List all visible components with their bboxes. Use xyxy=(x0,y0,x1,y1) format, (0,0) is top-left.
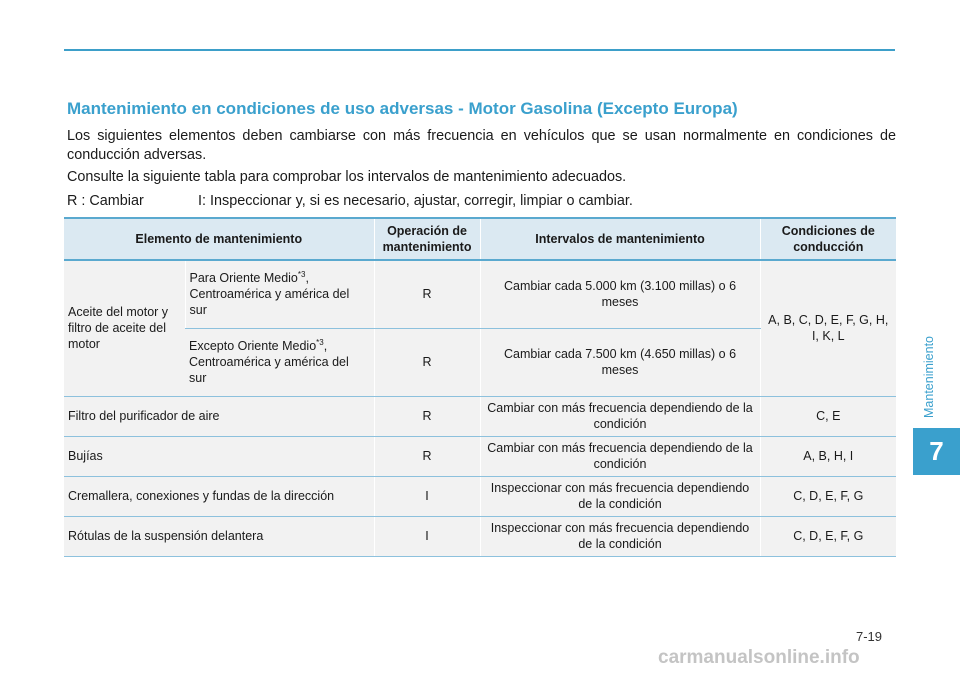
interval-cell: Cambiar con más frecuencia dependiendo de la condición xyxy=(480,396,760,436)
operation-legend xyxy=(67,192,896,211)
table-row xyxy=(64,436,896,476)
item-cell: Bujías xyxy=(64,436,374,476)
top-rule xyxy=(64,49,895,51)
intro-paragraph-1: Los siguientes elementos deben cambiarse con más frecuencia en vehículos que se usan normalmente en condiciones de conducción adversas. xyxy=(67,128,896,163)
section-title: Mantenimiento en condiciones de uso adversas - Motor Gasolina (Excepto Europa) xyxy=(67,99,738,118)
table-row xyxy=(64,516,896,556)
legend-inspect: I: Inspeccionar y, si es necesario, ajustar, corregir, limpiar o cambiar. xyxy=(198,193,633,209)
chapter-side-label: Mantenimiento xyxy=(922,336,936,418)
legend-replace: R : Cambiar xyxy=(67,193,144,209)
table-row xyxy=(64,476,896,516)
header-operation: Operación de mantenimiento xyxy=(374,218,480,260)
header-item: Elemento de mantenimiento xyxy=(64,218,374,260)
table-header-row xyxy=(64,218,896,260)
region-cell: Para Oriente Medio$^{*3}$, Centroamérica y américa del sur xyxy=(185,260,374,328)
intro-text xyxy=(67,127,896,211)
table-row xyxy=(64,396,896,436)
maintenance-table xyxy=(64,217,896,557)
conditions-cell: C, E xyxy=(760,396,896,436)
conditions-cell: C, D, E, F, G xyxy=(760,476,896,516)
interval-cell: Cambiar cada 5.000 km (3.100 millas) o 6 meses xyxy=(480,260,760,328)
operation-cell: R xyxy=(374,436,480,476)
operation-cell: R xyxy=(374,396,480,436)
interval-cell: Inspeccionar con más frecuencia dependiendo de la condición xyxy=(480,516,760,556)
item-cell: Cremallera, conexiones y fundas de la dirección xyxy=(64,476,374,516)
operation-cell: I xyxy=(374,516,480,556)
chapter-tab: 7 xyxy=(913,428,960,475)
conditions-cell: A, B, H, I xyxy=(760,436,896,476)
conditions-cell: C, D, E, F, G xyxy=(760,516,896,556)
oil-item-cell: Aceite del motor y filtro de aceite del motor xyxy=(64,260,185,396)
conditions-cell: A, B, C, D, E, F, G, H, I, K, L xyxy=(760,260,896,396)
item-cell: Filtro del purificador de aire xyxy=(64,396,374,436)
table-row xyxy=(64,260,896,328)
operation-cell: R xyxy=(374,328,480,396)
page-number: 7-19 xyxy=(856,629,883,644)
watermark: carmanualsonline.info xyxy=(658,647,860,668)
intro-paragraph-2: Consulte la siguiente tabla para comprobar los intervalos de mantenimiento adecuados. xyxy=(67,169,627,185)
region-cell: Excepto Oriente Medio$^{*3}$, Centroamérica y américa del sur xyxy=(185,328,374,396)
header-conditions: Condiciones de conducción xyxy=(760,218,896,260)
interval-cell: Cambiar cada 7.500 km (4.650 millas) o 6 meses xyxy=(480,328,760,396)
header-interval: Intervalos de mantenimiento xyxy=(480,218,760,260)
operation-cell: R xyxy=(374,260,480,328)
interval-cell: Cambiar con más frecuencia dependiendo de la condición xyxy=(480,436,760,476)
item-cell: Rótulas de la suspensión delantera xyxy=(64,516,374,556)
interval-cell: Inspeccionar con más frecuencia dependiendo de la condición xyxy=(480,476,760,516)
operation-cell: I xyxy=(374,476,480,516)
